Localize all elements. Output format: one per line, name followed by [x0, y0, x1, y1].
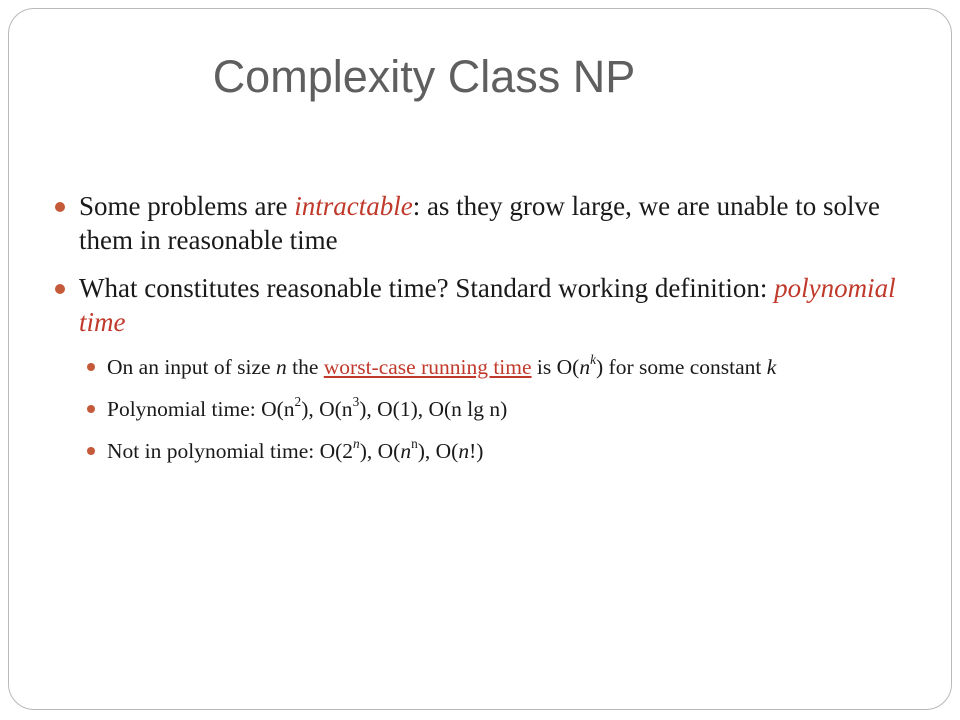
subbullet-polynomial-examples	[79, 395, 923, 423]
bullet-text: ), O(n	[301, 397, 353, 421]
slide-title: Complexity Class NP	[212, 51, 636, 102]
bullet-text: the	[286, 355, 324, 379]
bullet-dot	[87, 447, 95, 455]
var-k: k	[766, 355, 777, 379]
worst-case-running-time-link[interactable]: worst-case running time	[323, 355, 532, 379]
bullet-text: Not in polynomial time: O(2	[107, 439, 354, 463]
exponent: 3	[352, 393, 360, 409]
subbullet-input-size	[79, 353, 923, 381]
var-n: n	[579, 355, 591, 379]
bullet-intractable	[53, 189, 923, 257]
var-n: n	[400, 439, 412, 463]
term-intractable: intractable	[294, 191, 413, 221]
bullet-text: ), O(	[359, 439, 401, 463]
var-n: n	[275, 355, 287, 379]
exponent-k: k	[590, 351, 596, 367]
bullet-text: What constitutes reasonable time? Standard working definition:	[79, 273, 775, 303]
bullet-text: is O(	[531, 355, 580, 379]
slide-frame	[8, 8, 952, 710]
bullet-text: On an input of size	[107, 355, 276, 379]
bullet-dot	[55, 284, 65, 294]
bullet-text: Polynomial time: O(n	[107, 397, 295, 421]
bullet-text: ), O(1), O(n lg n)	[359, 397, 508, 421]
subbullet-nonpolynomial-examples	[79, 437, 923, 465]
bullet-text: Some problems are	[79, 191, 295, 221]
bullet-text: : as they grow large, we are unable to solve them in reasonable time	[79, 191, 881, 255]
bullet-text: ), O(	[417, 439, 459, 463]
bullet-dot	[55, 202, 65, 212]
bullet-dot	[87, 363, 95, 371]
exponent: n	[353, 435, 360, 451]
bullet-text: ) for some constant	[596, 355, 767, 379]
var-n: n	[458, 439, 470, 463]
bullet-list	[53, 189, 923, 479]
bullet-text: !)	[469, 439, 484, 463]
bullet-reasonable-time	[53, 271, 923, 339]
term-polynomial-time: polynomial time	[79, 273, 896, 337]
exponent: 2	[294, 393, 302, 409]
exponent: n	[411, 435, 418, 451]
bullet-dot	[87, 405, 95, 413]
